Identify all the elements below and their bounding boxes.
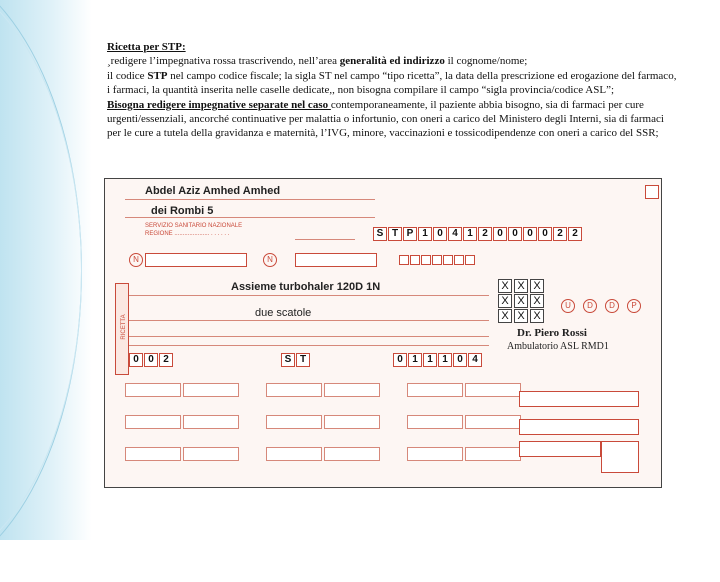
date-cells — [393, 353, 483, 367]
grid-cell — [125, 447, 181, 461]
letter-circle: D — [605, 299, 619, 313]
grid-row — [125, 415, 548, 434]
empty-cell — [399, 255, 409, 265]
small-cells — [399, 255, 476, 265]
code-cell: 1 — [463, 227, 477, 241]
corner-box — [645, 185, 659, 199]
check-box: X — [498, 279, 512, 293]
service-label: SERVIZIO SANITARIO NAZIONALE — [145, 223, 243, 229]
quantity-cells — [129, 353, 174, 367]
letter-circle: U — [561, 299, 575, 313]
grid-cell — [266, 415, 322, 429]
grid-cell — [183, 415, 239, 429]
type-cell: S — [281, 353, 295, 367]
code-cell: S — [373, 227, 387, 241]
form-line — [129, 295, 489, 296]
check-box: X — [530, 294, 544, 308]
text-span: il cognome/nome; — [444, 55, 528, 68]
check-row — [498, 279, 546, 293]
grid-row — [125, 447, 548, 466]
form-line — [125, 199, 375, 200]
code-cell: 2 — [568, 227, 582, 241]
check-box: X — [498, 294, 512, 308]
check-box: X — [514, 279, 528, 293]
date-cell: 4 — [468, 353, 482, 367]
instructions-text — [107, 40, 677, 141]
code-cell: 4 — [448, 227, 462, 241]
check-row — [498, 309, 546, 323]
code-cell: 0 — [538, 227, 552, 241]
grid-block — [266, 383, 406, 402]
code-cell: P — [403, 227, 417, 241]
form-line — [295, 239, 355, 240]
bold-text: generalità ed indirizzo — [339, 55, 445, 68]
form-line — [129, 336, 489, 337]
check-box: X — [514, 309, 528, 323]
form-box — [519, 441, 601, 457]
grid-row — [125, 383, 548, 402]
date-cell: 0 — [393, 353, 407, 367]
paragraph-2 — [107, 69, 677, 98]
grid-cell — [266, 447, 322, 461]
empty-cell — [410, 255, 420, 265]
grid-block — [266, 447, 406, 466]
code-cell: 2 — [553, 227, 567, 241]
side-label-box — [115, 283, 129, 375]
date-cell: 1 — [408, 353, 422, 367]
letter-circle: D — [583, 299, 597, 313]
date-cell: 0 — [453, 353, 467, 367]
empty-cell — [454, 255, 464, 265]
grid-cell — [407, 415, 463, 429]
grid-block — [266, 415, 406, 434]
grid-cell — [324, 415, 380, 429]
form-line — [125, 217, 375, 218]
form-box — [145, 253, 247, 267]
empty-cell — [421, 255, 431, 265]
date-cell: 1 — [438, 353, 452, 367]
code-cell: T — [388, 227, 402, 241]
circle-mark: N — [263, 253, 277, 267]
prescription-form — [104, 178, 662, 488]
bold-text: STP — [147, 69, 168, 82]
grid-cell — [324, 447, 380, 461]
drug-2: due scatole — [255, 307, 312, 319]
side-label: RICETTA — [121, 314, 127, 340]
check-box: X — [514, 294, 528, 308]
text-span: nel campo codice fiscale; la sigla ST nel campo “tipo ricetta”, la data della prescrizione ed erogazione del farmaco, i farmaci, la quantità inserita nelle caselle dedicate,, non bisogna compilare il campo “sigla provincia/codice ASL”; — [107, 69, 677, 97]
decorative-band — [0, 0, 92, 540]
section-title: Ricetta per STP: — [107, 41, 186, 53]
grid-cell — [407, 383, 463, 397]
quantity-cell: 0 — [144, 353, 158, 367]
text-span: redigere l’impegnativa rossa trascrivendo, nell’area — [110, 55, 340, 68]
text-span: il codice — [107, 69, 148, 82]
grid-cell — [183, 447, 239, 461]
grid-cell — [465, 415, 521, 429]
code-cell: 0 — [493, 227, 507, 241]
bullet: ¸ — [107, 55, 111, 68]
grid-cell — [407, 447, 463, 461]
paragraph-3 — [107, 98, 677, 141]
grid-cell — [324, 383, 380, 397]
grid-cell — [465, 383, 521, 397]
check-row — [498, 294, 546, 308]
grid-cell — [125, 383, 181, 397]
date-cell: 1 — [423, 353, 437, 367]
code-cell: 0 — [523, 227, 537, 241]
check-box: X — [498, 309, 512, 323]
patient-name: Abdel Aziz Amhed Amhed — [145, 185, 281, 197]
doctor-place: Ambulatorio ASL RMD1 — [507, 341, 609, 352]
form-box — [519, 391, 639, 407]
grid-block — [125, 415, 265, 434]
underlined-text: Bisogna redigere impegnative separate nel caso — [107, 98, 331, 111]
code-cell: 0 — [433, 227, 447, 241]
paragraph-1 — [107, 54, 677, 68]
text-span: contemporaneamente, il paziente abbia bisogno, sia di farmaci per cure urgenti/essenziali, ancorché continuative per malattia o infortunio, con oneri a carico del Ministero degli Interni, sia di farmaci per le cure a tutela della gravidanza e maternità, l’IVG, minore, vaccinazioni e tossicodipendenze con oneri a carico del SSR; — [107, 98, 664, 140]
grid-cell — [465, 447, 521, 461]
grid-block — [125, 447, 265, 466]
form-box — [601, 441, 639, 473]
patient-address: dei Rombi 5 — [151, 205, 214, 217]
quantity-cell: 0 — [129, 353, 143, 367]
grid-cell — [266, 383, 322, 397]
grid-cell — [125, 415, 181, 429]
code-cell: 1 — [418, 227, 432, 241]
form-line — [129, 320, 489, 321]
empty-cell — [443, 255, 453, 265]
form-line — [129, 345, 489, 346]
decorative-curve — [0, 0, 82, 572]
quantity-cell: 2 — [159, 353, 173, 367]
code-cell: 2 — [478, 227, 492, 241]
drug-1: Assieme turbohaler 120D 1N — [231, 281, 381, 293]
type-cells — [281, 353, 311, 367]
form-box — [295, 253, 377, 267]
stp-code-cells — [373, 227, 583, 241]
grid-cell — [183, 383, 239, 397]
doctor-name: Dr. Piero Rossi — [517, 327, 587, 339]
circle-mark: N — [129, 253, 143, 267]
empty-cell — [465, 255, 475, 265]
type-cell: T — [296, 353, 310, 367]
letter-circle: P — [627, 299, 641, 313]
check-box: X — [530, 279, 544, 293]
check-box: X — [530, 309, 544, 323]
form-box — [519, 419, 639, 435]
empty-cell — [432, 255, 442, 265]
region-label: REGIONE ..................... . . . . . . — [145, 231, 230, 237]
code-cell: 0 — [508, 227, 522, 241]
grid-block — [125, 383, 265, 402]
